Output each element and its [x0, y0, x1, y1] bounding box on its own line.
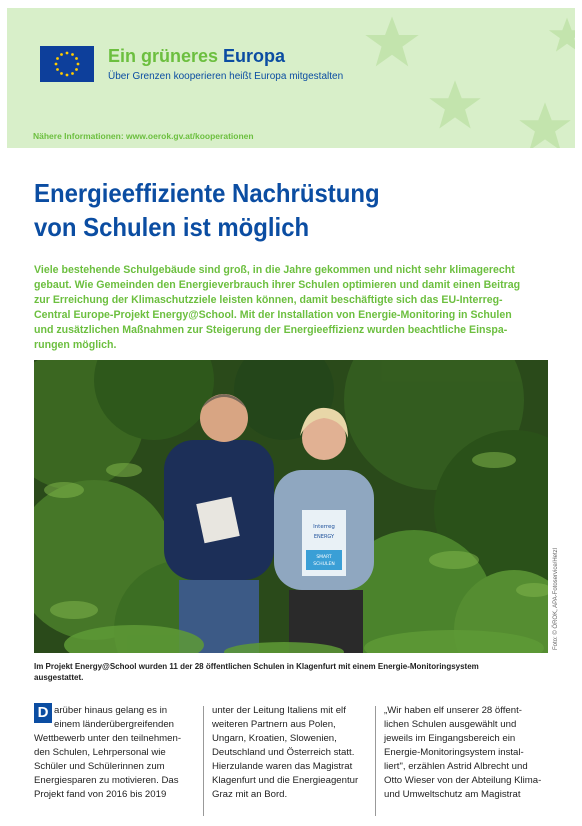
svg-text:Interreg: Interreg — [313, 524, 335, 530]
body-column-2: unter der Leitung Italiens mit elf weiteren Partnern aus Polen, Ungarn, Kroatien, Slowenien, Deutschland und Österreich statt. Hierzulande waren das Magistrat Klagenfurt und die Energieagentur Graz mit an Bord. — [212, 705, 359, 800]
eu-star — [60, 53, 63, 56]
article-headline — [34, 176, 380, 244]
more-info-link[interactable]: Nähere Informationen: www.oerok.gv.at/kooperationen — [33, 131, 254, 141]
brand-title: Ein grüneres Europa — [108, 46, 286, 66]
eu-flag-icon — [40, 46, 94, 82]
star-icon — [517, 100, 573, 148]
header-band — [7, 8, 575, 148]
brand-subtitle: Über Grenzen kooperieren heißt Europa mitgestalten — [108, 71, 344, 82]
eu-star — [71, 72, 74, 75]
eu-star — [77, 63, 80, 66]
body-column-3: „Wir haben elf unserer 28 öffent- lichen Schulen ausgewählt und jeweils im Eingangsbereich ein Energie-Monitoringsystem instal- liert", erzählen Astrid Albrecht und Otto Wieser von der Abteilung Klima- und Umweltschutz am Magistrat — [384, 705, 542, 800]
photo-caption: Im Projekt Energy@School wurden 11 der 28 öffentlichen Schulen in Klagenfurt mit einem Energie-Monitoringsystem ausgestattet. — [34, 662, 479, 682]
eu-star — [66, 74, 69, 77]
eu-star — [56, 57, 59, 60]
eu-star — [60, 72, 63, 75]
dropcap: D — [34, 703, 52, 723]
article-photo — [34, 360, 548, 653]
star-icon — [547, 16, 575, 54]
eu-star — [75, 68, 78, 71]
star-icon — [427, 78, 483, 132]
svg-text:SCHULEN: SCHULEN — [313, 562, 335, 567]
headline-line: Energieeffiziente Nachrüstung — [34, 178, 380, 208]
column-divider — [375, 706, 376, 816]
eu-star — [66, 52, 69, 55]
body-column-1: arüber hinaus gelang es in einem länderübergreifenden Wettbewerb unter den teilnehmen- den Schulen, Lehrpersonal wie Schüler und Schülerinnen zum Energiesparen zu motivieren. Das Projekt fand von 2016 bis 2019 — [34, 705, 182, 800]
headline-line: von Schulen ist möglich — [34, 212, 310, 242]
eu-star — [55, 63, 58, 66]
star-icon — [363, 14, 421, 70]
eu-star — [56, 68, 59, 71]
eu-star — [71, 53, 74, 56]
eu-star — [75, 57, 78, 60]
svg-text:ENERGY: ENERGY — [313, 534, 335, 540]
svg-text:SMART: SMART — [316, 555, 332, 560]
column-divider — [203, 706, 204, 816]
article-lead: Viele bestehende Schulgebäude sind groß, in die Jahre gekommen und nicht sehr klimagerecht gebaut. Wie Gemeinden den Energieverbrauch ihrer Schulen optimieren und damit einen Beitrag zur Erreichung der Klimaschutzziele leisten können, damit beschäftigte sich das EU-Interreg- Central Europe-Projekt Energy@School. Mit der Installation von Energie-Monitoring in Schulen und zusätzlichen Maßnahmen zur Steigerung der Energieeffizienz wurden beachtliche Einspa- rungen möglich. — [34, 264, 521, 351]
photo-credit: Foto: © ÖROK, APA-Fotoservice/Hetzl — [553, 547, 559, 650]
